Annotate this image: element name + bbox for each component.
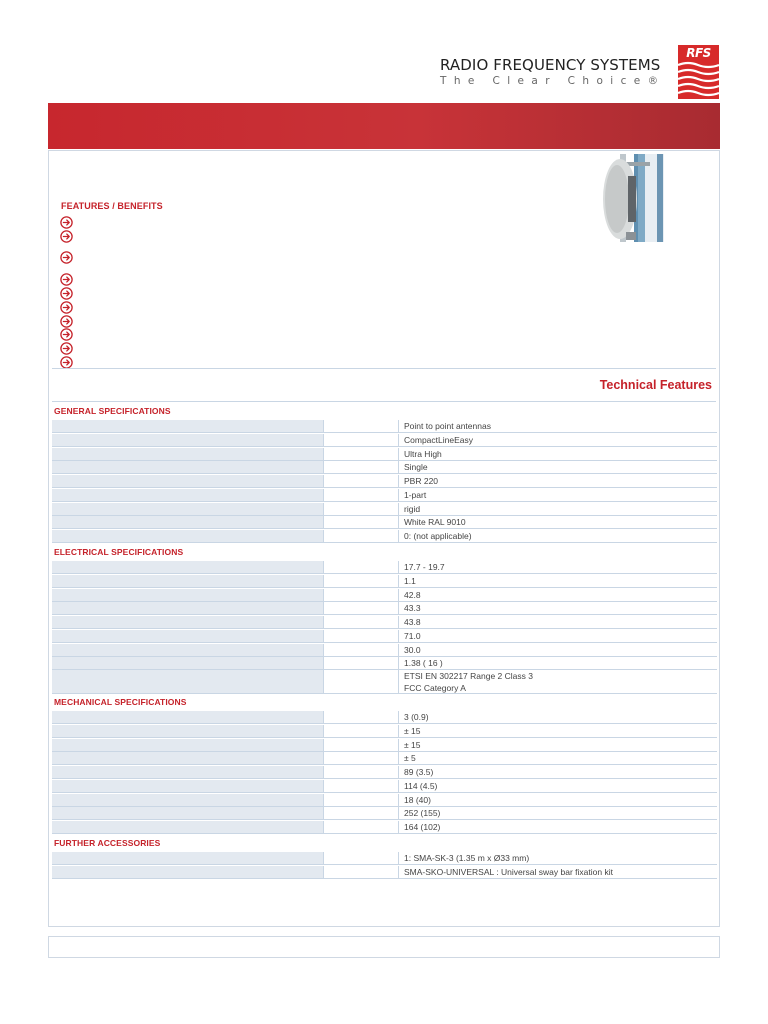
spec-label-cell [52,575,324,587]
spec-unit-cell [325,866,399,878]
brand-block [440,56,670,87]
spec-value: rigid [404,503,421,514]
spec-label-cell [52,739,324,751]
spec-row [52,434,717,447]
spec-unit-cell [325,711,399,723]
features-divider [52,368,716,369]
spec-unit-cell [325,616,399,628]
title-banner [48,103,720,149]
spec-value: 17.7 - 19.7 [404,562,445,572]
spec-label-cell [52,616,324,628]
logo-text: RFS [686,46,711,60]
spec-label-cell [52,821,324,833]
spec-unit-cell [325,461,399,473]
spec-value: 43.8 [404,617,421,627]
spec-value: 71.0 [404,630,421,641]
spec-label-cell [52,807,324,819]
spec-row [52,575,717,588]
spec-unit-cell [325,434,399,446]
spec-unit-cell [325,670,399,693]
spec-value: Single [404,462,428,473]
spec-value: 164 (102) [404,822,441,832]
general-specs-heading: GENERAL SPECIFICATIONS [54,406,171,416]
logo-waves-icon [678,61,719,99]
mechanical-specs-heading: MECHANICAL SPECIFICATIONS [54,697,187,707]
brand-tagline: The Clear Choice® [440,75,666,87]
spec-value: White RAL 9010 [404,517,466,528]
spec-label-cell [52,475,324,487]
spec-unit-cell [325,503,399,515]
spec-value: 43.3 [404,603,421,614]
spec-label-cell [52,852,324,864]
spec-value: PBR 220 [404,476,439,486]
spec-label-cell [52,434,324,446]
spec-row [52,516,717,529]
circle-arrow-right-icon [60,342,73,355]
spec-unit-cell [325,575,399,587]
spec-row [52,420,717,433]
spec-unit-cell [325,589,399,601]
circle-arrow-right-icon [60,315,73,328]
circle-arrow-right-icon [60,287,73,300]
spec-label-cell [52,657,324,669]
spec-label-cell [52,644,324,656]
spec-row [52,630,717,643]
spec-value: 18 (40) [404,794,431,805]
spec-unit-cell [325,489,399,501]
spec-row [52,644,717,657]
spec-row [52,821,717,834]
spec-unit-cell [325,780,399,792]
footer-box [48,936,720,958]
spec-value: Ultra High [404,448,442,459]
spec-unit-cell [325,602,399,614]
spec-label-cell [52,670,324,693]
spec-unit-cell [325,852,399,864]
spec-label-cell [52,503,324,515]
spec-row [52,752,717,765]
spec-label-cell [52,561,324,573]
spec-value [404,670,533,694]
spec-row [52,461,717,474]
spec-value: 1.1 [404,575,416,586]
spec-row [52,530,717,543]
spec-label-cell [52,461,324,473]
circle-arrow-right-icon [60,273,73,286]
spec-value: Point to point antennas [404,421,491,431]
circle-arrow-right-icon [60,251,73,264]
spec-row [52,670,717,694]
spec-label-cell [52,866,324,878]
technical-features-title: Technical Features [599,378,712,392]
spec-label-cell [52,530,324,542]
spec-label-cell [52,711,324,723]
spec-label-cell [52,589,324,601]
spec-unit-cell [325,516,399,528]
spec-row [52,794,717,807]
spec-unit-cell [325,725,399,737]
spec-row [52,503,717,516]
antenna-product-image [598,154,665,242]
spec-label-cell [52,489,324,501]
spec-unit-cell [325,530,399,542]
spec-unit-cell [325,448,399,460]
spec-value: 114 (4.5) [404,780,438,791]
spec-unit-cell [325,657,399,669]
standard-line-2: FCC Category A [404,683,466,693]
features-title: FEATURES / BENEFITS [61,201,163,211]
spec-value: 1-part [404,489,427,500]
spec-row [52,448,717,461]
spec-value: 1.38 ( 16 ) [404,658,443,669]
spec-value: CompactLineEasy [404,434,473,445]
spec-value: 0: (not applicable) [404,531,472,541]
accessories-heading: FURTHER ACCESSORIES [54,838,161,848]
spec-value: 1: SMA-SK-3 (1.35 m x Ø33 mm) [404,853,530,863]
brand-name: RADIO FREQUENCY SYSTEMS [440,56,661,74]
spec-row [52,589,717,602]
spec-unit-cell [325,630,399,642]
spec-row [52,739,717,752]
rfs-logo [678,45,719,99]
spec-row [52,725,717,738]
spec-label-cell [52,630,324,642]
spec-label-cell [52,780,324,792]
spec-row [52,561,717,574]
electrical-specs-heading: ELECTRICAL SPECIFICATIONS [54,547,184,557]
spec-value: 252 (155) [404,808,441,819]
spec-row [52,866,717,879]
spec-label-cell [52,752,324,764]
spec-unit-cell [325,794,399,806]
circle-arrow-right-icon [60,328,73,341]
spec-value: 89 (3.5) [404,767,434,777]
spec-value: ± 15 [404,725,421,736]
spec-unit-cell [325,807,399,819]
spec-value: 3 (0.9) [404,712,429,722]
standard-line-1: ETSI EN 302217 Range 2 Class 3 [404,671,533,681]
spec-row [52,602,717,615]
spec-unit-cell [325,475,399,487]
spec-row [52,711,717,724]
spec-unit-cell [325,561,399,573]
spec-row [52,475,717,488]
spec-unit-cell [325,752,399,764]
spec-value: SMA-SKO-UNIVERSAL : Universal sway bar fixation kit [404,866,613,877]
spec-label-cell [52,794,324,806]
spec-label-cell [52,766,324,778]
spec-value: 30.0 [404,644,421,655]
spec-label-cell [52,448,324,460]
spec-unit-cell [325,821,399,833]
spec-label-cell [52,602,324,614]
spec-unit-cell [325,766,399,778]
spec-label-cell [52,725,324,737]
spec-label-cell [52,516,324,528]
circle-arrow-right-icon [60,216,73,229]
spec-unit-cell [325,739,399,751]
spec-row [52,766,717,779]
spec-row [52,852,717,865]
spec-row [52,807,717,820]
spec-label-cell [52,420,324,432]
spec-value: ± 15 [404,739,421,750]
spec-unit-cell [325,644,399,656]
spec-row [52,616,717,629]
circle-arrow-right-icon [60,230,73,243]
spec-row [52,780,717,793]
spec-value: ± 5 [404,753,416,764]
spec-row [52,489,717,502]
spec-unit-cell [325,420,399,432]
circle-arrow-right-icon [60,301,73,314]
spec-row [52,657,717,670]
technical-divider [52,401,716,402]
spec-value: 42.8 [404,589,421,600]
